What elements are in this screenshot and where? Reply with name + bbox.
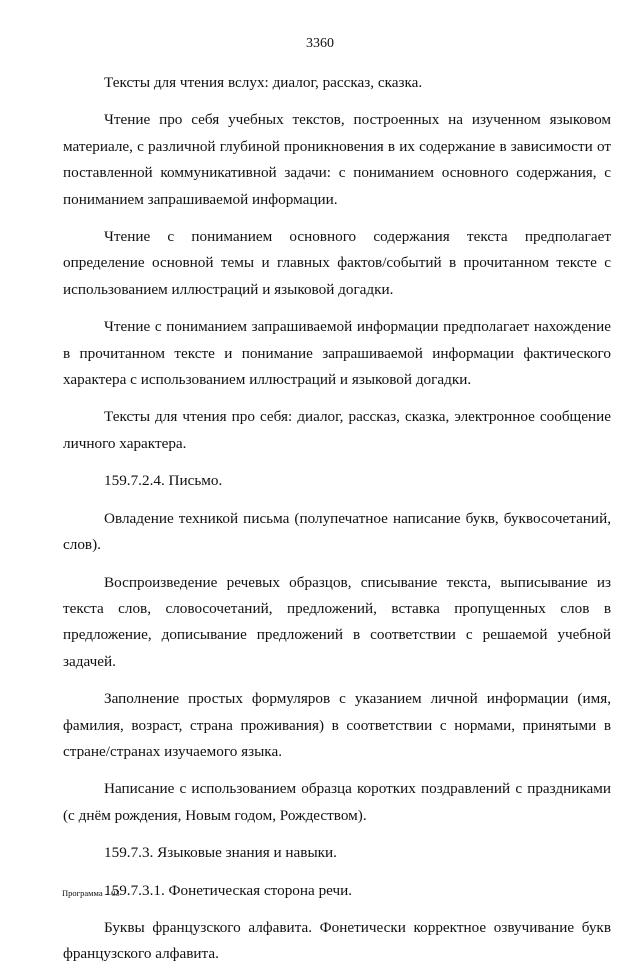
paragraph-greetings: Написание с использованием образца коротких поздравлений с праздниками (с днём рождения, Новым годом, Рождеством). (63, 780, 611, 824)
section-heading-phonetics: 159.7.3.1. Фонетическая сторона речи. (104, 881, 353, 899)
paragraph-french-alphabet: Буквы французского алфавита. Фонетически корректное озвучивание букв французского алфавита. (63, 918, 611, 963)
page-footer: Программа – 03 (62, 888, 120, 898)
paragraph-forms: Заполнение простых формуляров с указанием личной информации (имя, фамилия, возраст, страна проживания) в соответствии с нормами, принятыми в стране/странах изучаемого языка. (63, 690, 611, 760)
section-heading-writing: 159.7.2.4. Письмо. (104, 472, 223, 490)
section-heading-language-skills: 159.7.3. Языковые знания и навыки. (104, 844, 337, 862)
paragraph-speech-patterns: Воспроизведение речевых образцов, списывание текста, выписывание из текста слов, словосочетаний, предложений, вставка пропущенных слов в предложение, дописывание предложений в соответствии с решаемой учебной задачей. (63, 573, 611, 670)
paragraph-writing-technique: Овладение техникой письма (полупечатное написание букв, буквосочетаний, слов). (63, 509, 611, 554)
paragraph-requested-info-reading: Чтение с пониманием запрашиваемой информации предполагает нахождение в прочитанном тексте и понимание запрашиваемой информации фактического характера с использованием иллюстраций и языковой догадки. (63, 318, 611, 389)
paragraph-read-aloud-texts: Тексты для чтения вслух: диалог, рассказ, сказка. (104, 74, 423, 91)
document-body (63, 70, 611, 979)
paragraph-silent-reading-texts: Тексты для чтения про себя: диалог, рассказ, сказка, электронное сообщение личного характера. (63, 408, 611, 452)
paragraph-main-content-reading: Чтение с пониманием основного содержания текста предполагает определение основной темы и главных фактов/событий в прочитанном тексте с использованием иллюстраций и языковой догадки. (63, 228, 611, 298)
paragraph-silent-reading: Чтение про себя учебных текстов, построенных на изученном языковом материале, с различной глубиной проникновения в их содержание в зависимости от поставленной коммуникативной задачи: с пониманием основного содержания, с пониманием запрашиваемой информации. (63, 111, 611, 208)
page-number: 3360 (306, 36, 334, 51)
